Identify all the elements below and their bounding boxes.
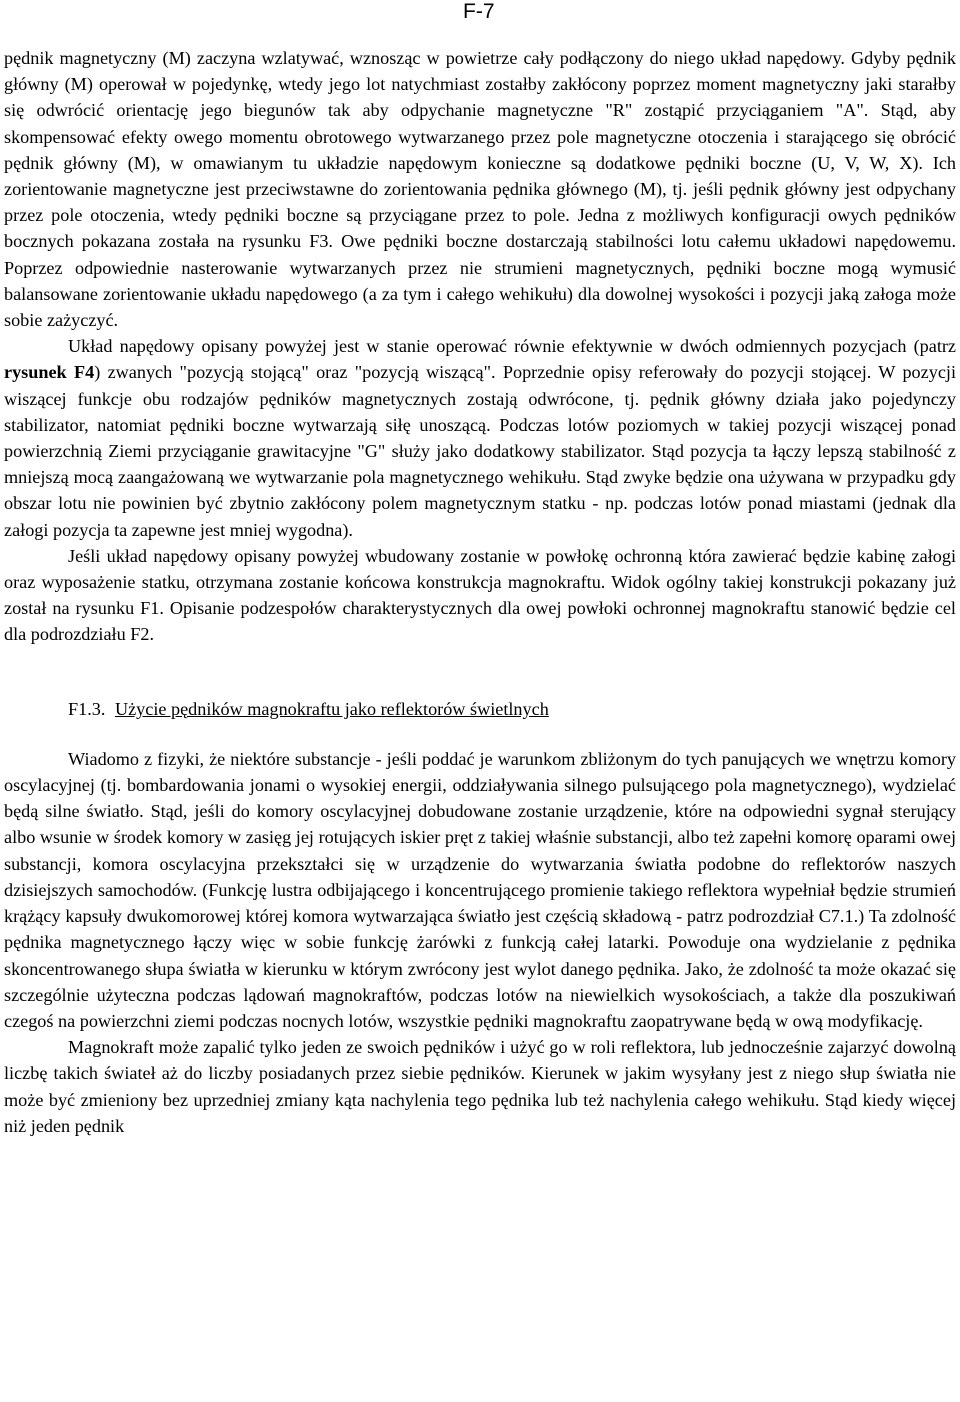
paragraph-3: Jeśli układ napędowy opisany powyżej wbudowany zostanie w powłokę ochronną która zawierać będzie kabinę załogi oraz wyposażenie statku, otrzymana zostanie końcowa konstrukcja magnokraftu. Widok ogólny takiej konstrukcji pokazany już został na rysunku F1. Opisanie podzespołów charakterystycznych dla owej powłoki ochronnej magnokraftu stanowić będzie cel dla podrozdziału F2. [4, 545, 956, 645]
paragraph-5: Magnokraft może zapalić tylko jeden ze swoich pędników i użyć go w roli reflektora, lub jednocześnie zajarzyć dowolną liczbę takich świateł aż do liczby posiadanych przez siebie pędników. Kierunek w jakim wysyłany jest z niego słup światła nie może być zmieniony bez uprzedniej zmiany kąta nachylenia tego pędnika lub też nachylenia całego wehikułu. Stąd kiedy więcej niż jeden pędnik [4, 1037, 956, 1136]
paragraph-1: pędnik magnetyczny (M) zaczyna wzlatywać, wznosząc w powietrze cały podłączony do niego układ napędowy. Gdyby pędnik główny (M) operował w pojedynkę, wtedy jego lot natychmiast zostałby zakłócony poprzez moment magnetyczny jaki starałby się odwrócić orientację jego biegunów tak aby odpychanie magnetyczne "R" zostąpić przyciąganiem "A". Stąd, aby skompensować efekty owego momentu obrotowego wytwarzanego przez pole magnetyczne otoczenia i starającego się obrócić pędnik główny (M), w omawianym tu układzie napędowym konieczne są dodatkowe pędniki boczne (U, V, W, X). Ich zorientowanie magnetyczne jest przeciwstawne do zorientowania pędnika głównego (M), tj. jeśli pędnik główny jest odpychany przez pole otoczenia, wtedy pędniki boczne są przyciągane przez to pole. Jedna z możliwych konfiguracji owych pędników bocznych pokazana została na rysunku F3. Owe pędniki boczne dostarczają stabilności lotu całemu układowi napędowemu. Poprzez odpowiednie nasterowanie wytwarzanych przez nie strumieni magnetycznych, pędniki boczne mogą wymusić balansowane zorientowanie układu napędowego (a za tym i całego wehikułu) dla dowolnej wysokości i pozycji jaką załoga może sobie zażyczyć. [4, 48, 956, 331]
paragraph-2-text-start: Układ napędowy opisany powyżej jest w stanie operować równie efektywnie w dwóch odmiennych pozycjach (patrz [68, 336, 956, 357]
section-number: F1.3. [68, 698, 106, 719]
figure-reference-f4: rysunek F4 [4, 362, 95, 383]
section-heading [4, 696, 956, 722]
section-title: Użycie pędników magnokraftu jako reflektorów świetlnych [114, 698, 549, 719]
document-body [4, 45, 956, 1139]
paragraph-4: Wiadomo z fizyki, że niektóre substancje - jeśli poddać je warunkom zbliżonym do tych panujących we wnętrzu komory oscylacyjnej (tj. bombardowania jonami o wysokiej energii, oddziaływania silnego pulsującego pola magnetycznego), wydzielać będą silne światło. Stąd, jeśli do komory oscylacyjnej dobudowane zostanie urządzenie, które na odpowiedni sygnał sterujący albo wsunie w środek komory w zasięg jej rotujących iskier pręt z takiej właśnie substancji, albo też zapełni komorę oparami owej substancji, komora oscylacyjna przekształci się w urządzenie do wytwarzania światła podobne do reflektorów naszych dzisiejszych samochodów. (Funkcję lustra odbijającego i koncentrującego promienie takiego reflektora wypełniał będzie strumień krążący kapsuły dwukomorowej której komora wytwarzająca światło jest częścią składową - patrz podrozdział C7.1.) Ta zdolność pędnika magnetycznego łączy więc w sobie funkcję żarówki z funkcją całej latarki. Powoduje ona wydzielanie z pędnika skoncentrowanego słupa światła w kierunku w którym zwrócony jest wylot danego pędnika. Jako, że zdolność ta może okazać się szczególnie użyteczna podczas lądowań magnokraftów, podczas lotów na niewielkich wysokościach, a także dla poszukiwań czegoś na powierzchni ziemi podczas nocnych lotów, wszystkie pędniki magnokraftu zaopatrywane będą w ową modyfikację. [4, 748, 956, 1031]
paragraph-2 [4, 333, 956, 543]
page-number: F-7 [463, 0, 495, 23]
paragraph-2-text-end: ) zwanych "pozycją stojącą" oraz "pozycją wiszącą". Poprzednie opisy referowały do pozycji stojącej. W pozycji wiszącej funkcje obu rodzajów pędników magnetycznych zostają odwrócone, tj. pędnik główny działa jako pojedynczy stabilizator, natomiat pędniki boczne wytwarzają siłę unoszącą. Podczas lotów poziomych w takiej pozycji wiszącej ponad powierzchnią Ziemi przyciąganie grawitacyjne "G" służy jako dodatkowy stabilizator. Stąd pozycja ta łączy lepszą stabilność z mniejszą mocą zaangażowaną we wytwarzanie pola magnetycznego wehikułu. Stąd zwyke będzie ona używana w przypadku gdy obszar lotu nie powinien być zbytnio zakłócony polem magnetycznym statku - np. podczas lotów ponad miastami (jednak dla załogi pozycja ta zapewne jest mniej wygodna). [4, 362, 956, 540]
